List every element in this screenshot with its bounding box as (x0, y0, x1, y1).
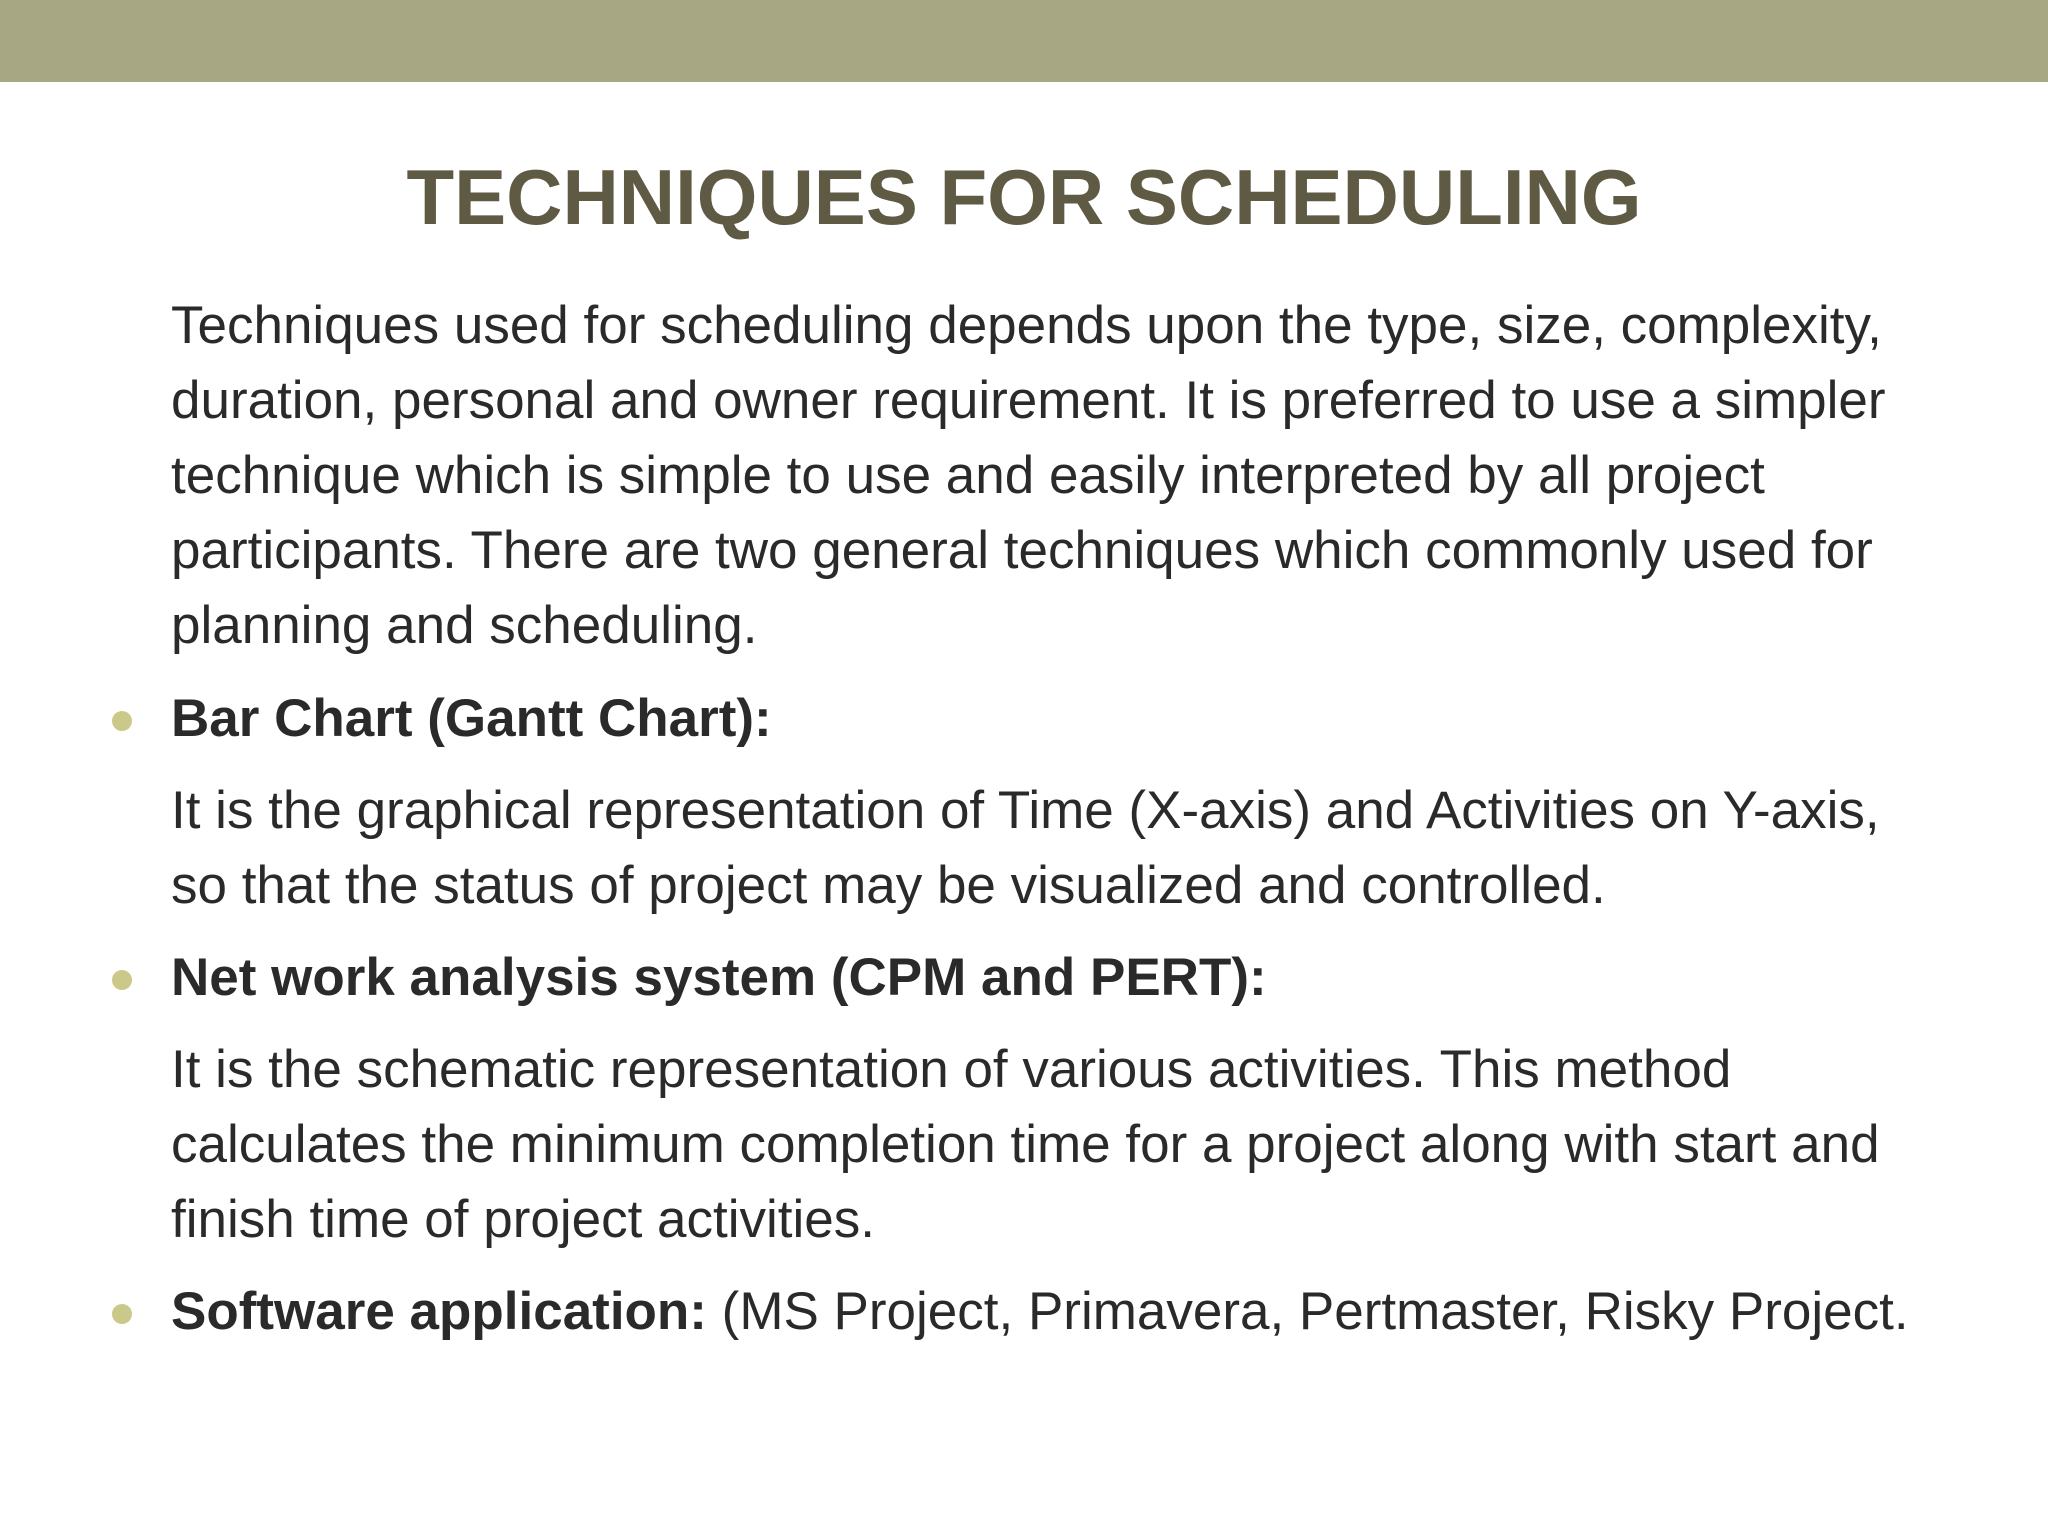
slide-title: TECHNIQUES FOR SCHEDULING (406, 153, 1642, 241)
bullet-heading-network-analysis: Net work analysis system (CPM and PERT): (171, 948, 1267, 1007)
bullet-heading-bar-chart: Bar Chart (Gantt Chart): (171, 689, 772, 748)
bullet-text-software-application: (MS Project, Primavera, Pertmaster, Risky Project. (706, 1282, 1909, 1341)
bullet-software-application (171, 1274, 1911, 1349)
bullet-dot-icon (112, 970, 132, 990)
bullet-text-network-analysis: It is the schematic representation of various activities. This method calculates the minimum completion time for a project along with start and finish time of project activities. (171, 1040, 1880, 1249)
bullet-text-bar-chart: It is the graphical representation of Time (X-axis) and Activities on Y-axis, so that the status of project may be visualized and controlled. (171, 781, 1880, 915)
bullet-dot-icon (112, 711, 132, 731)
bullet-heading-software-application: Software application: (171, 1282, 707, 1341)
intro-paragraph: Techniques used for scheduling depends upon the type, size, complexity, duration, personal and owner requirement. It is preferred to use a simpler technique which is simple to use and easily interpreted by all project participants. There are two general techniques which commonly used for planning and scheduling. (171, 296, 1886, 655)
top-accent-band (0, 0, 2048, 82)
bullet-dot-icon (112, 1304, 132, 1324)
